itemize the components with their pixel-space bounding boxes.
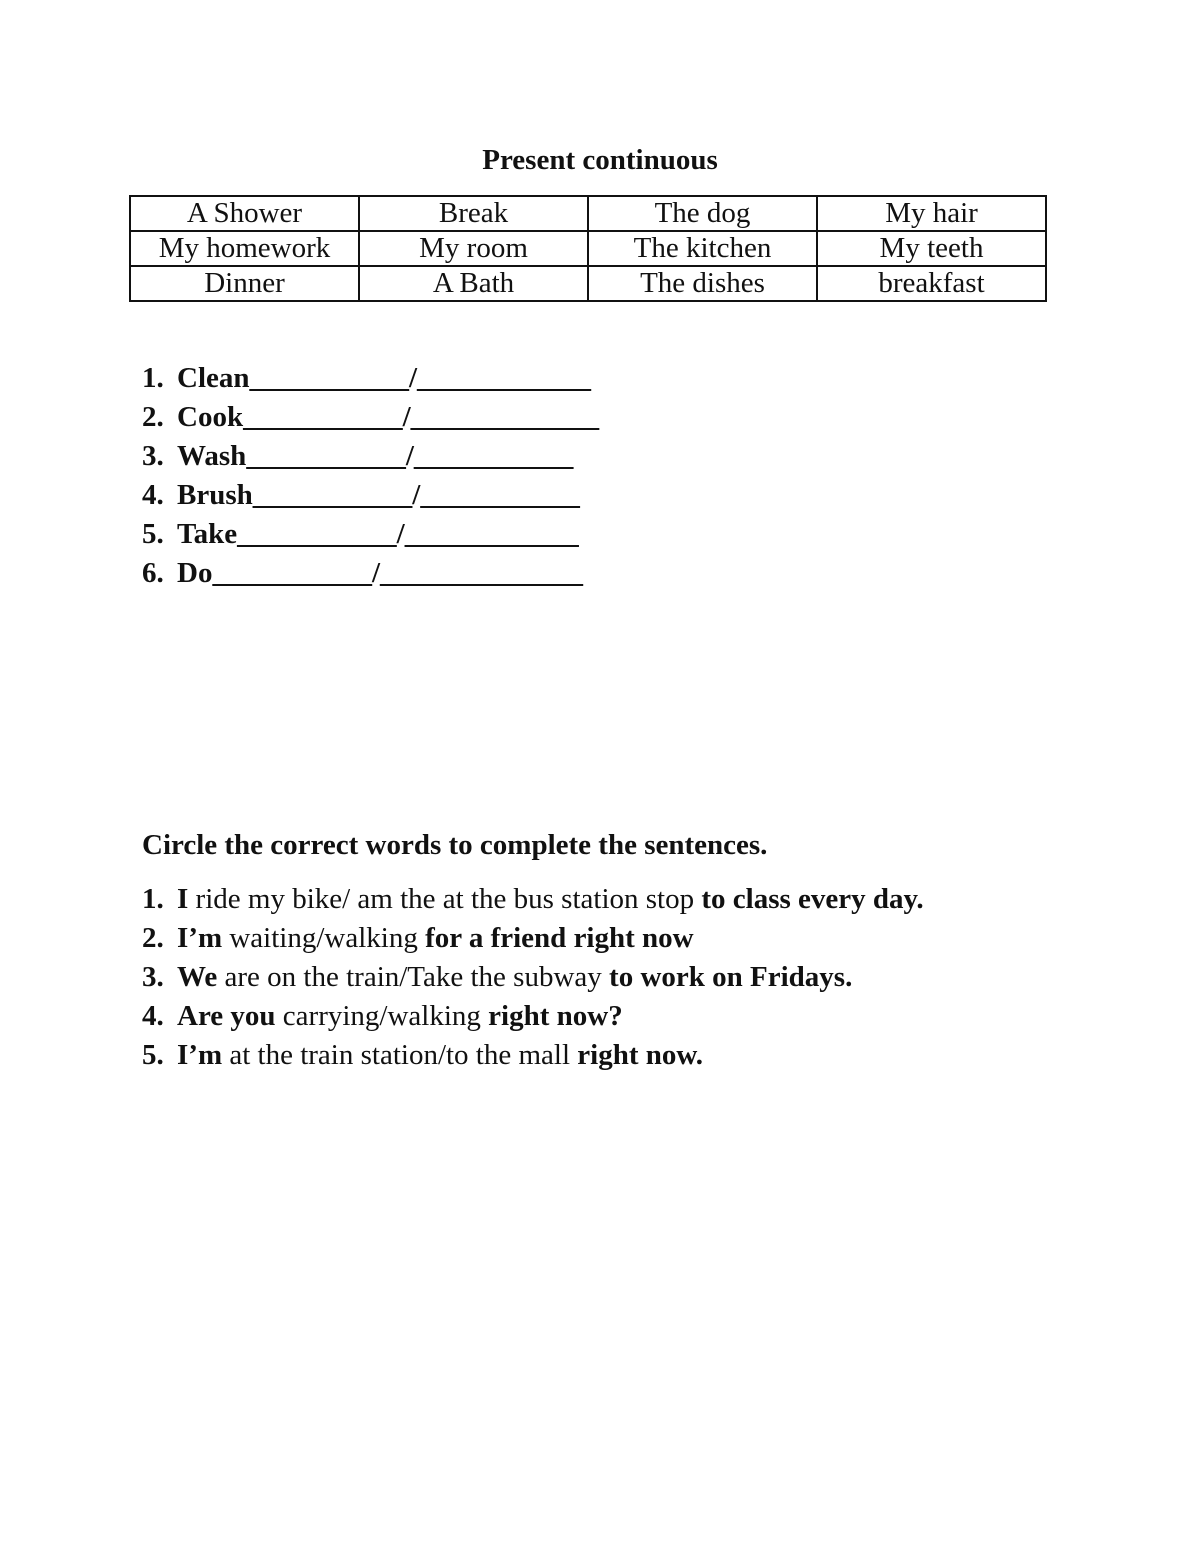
sentence-start: I <box>177 883 189 915</box>
item-number: 5. <box>142 1039 164 1071</box>
table-cell: breakfast <box>817 266 1046 301</box>
sentence-start: I’m <box>177 1039 223 1071</box>
table-cell: The dishes <box>588 266 817 301</box>
table-cell: My teeth <box>817 231 1046 266</box>
sentence-start: I’m <box>177 922 223 954</box>
item-number: 6. <box>142 557 164 589</box>
table-cell: My room <box>359 231 588 266</box>
verb-item-text: Do___________/______________ <box>177 557 583 589</box>
table-row <box>130 196 1046 231</box>
sentence-item <box>142 997 924 1036</box>
item-number: 2. <box>142 922 164 954</box>
sentence-options: ride my bike/ am the at the bus station stop <box>188 883 702 915</box>
table-cell: A Bath <box>359 266 588 301</box>
item-number: 1. <box>142 362 164 394</box>
item-number: 4. <box>142 1000 164 1032</box>
sentence-start: Are you <box>177 1000 276 1032</box>
verb-item-text: Clean___________/____________ <box>177 362 592 394</box>
sentence-item <box>142 958 924 997</box>
verb-item-text: Cook___________/_____________ <box>177 401 600 433</box>
verb-item <box>142 437 599 476</box>
item-number: 4. <box>142 479 164 511</box>
sentence-item <box>142 1036 924 1075</box>
table-row <box>130 266 1046 301</box>
table-cell: My hair <box>817 196 1046 231</box>
item-number: 3. <box>142 961 164 993</box>
verb-item <box>142 476 599 515</box>
sentence-item <box>142 919 924 958</box>
table-cell: My homework <box>130 231 359 266</box>
sentence-end: right now. <box>577 1039 703 1071</box>
verb-item-text: Wash___________/___________ <box>177 440 574 472</box>
verb-exercise-list <box>142 359 599 593</box>
section-heading: Circle the correct words to complete the sentences. <box>142 829 768 861</box>
word-table <box>129 195 1047 302</box>
verb-item <box>142 359 599 398</box>
sentence-options: waiting/walking <box>222 922 426 954</box>
page-title: Present continuous <box>482 144 718 176</box>
item-number: 2. <box>142 401 164 433</box>
verb-item-text: Brush___________/___________ <box>177 479 580 511</box>
item-number: 5. <box>142 518 164 550</box>
table-cell: Break <box>359 196 588 231</box>
sentence-end: for a friend right now <box>425 922 694 954</box>
sentence-options: at the train station/to the mall <box>222 1039 578 1071</box>
table-cell: The kitchen <box>588 231 817 266</box>
sentence-exercise-list <box>142 880 924 1075</box>
table-cell: Dinner <box>130 266 359 301</box>
verb-item <box>142 398 599 437</box>
table-cell: The dog <box>588 196 817 231</box>
verb-item <box>142 554 599 593</box>
sentence-options: are on the train/Take the subway <box>217 961 610 993</box>
sentence-end: right now? <box>488 1000 623 1032</box>
sentence-end: to class every day. <box>701 883 924 915</box>
sentence-item <box>142 880 924 919</box>
sentence-options: carrying/walking <box>275 1000 489 1032</box>
table-cell: A Shower <box>130 196 359 231</box>
sentence-end: to work on Fridays. <box>609 961 853 993</box>
sentence-start: We <box>177 961 218 993</box>
verb-item-text: Take___________/____________ <box>177 518 579 550</box>
item-number: 3. <box>142 440 164 472</box>
table-row <box>130 231 1046 266</box>
item-number: 1. <box>142 883 164 915</box>
verb-item <box>142 515 599 554</box>
